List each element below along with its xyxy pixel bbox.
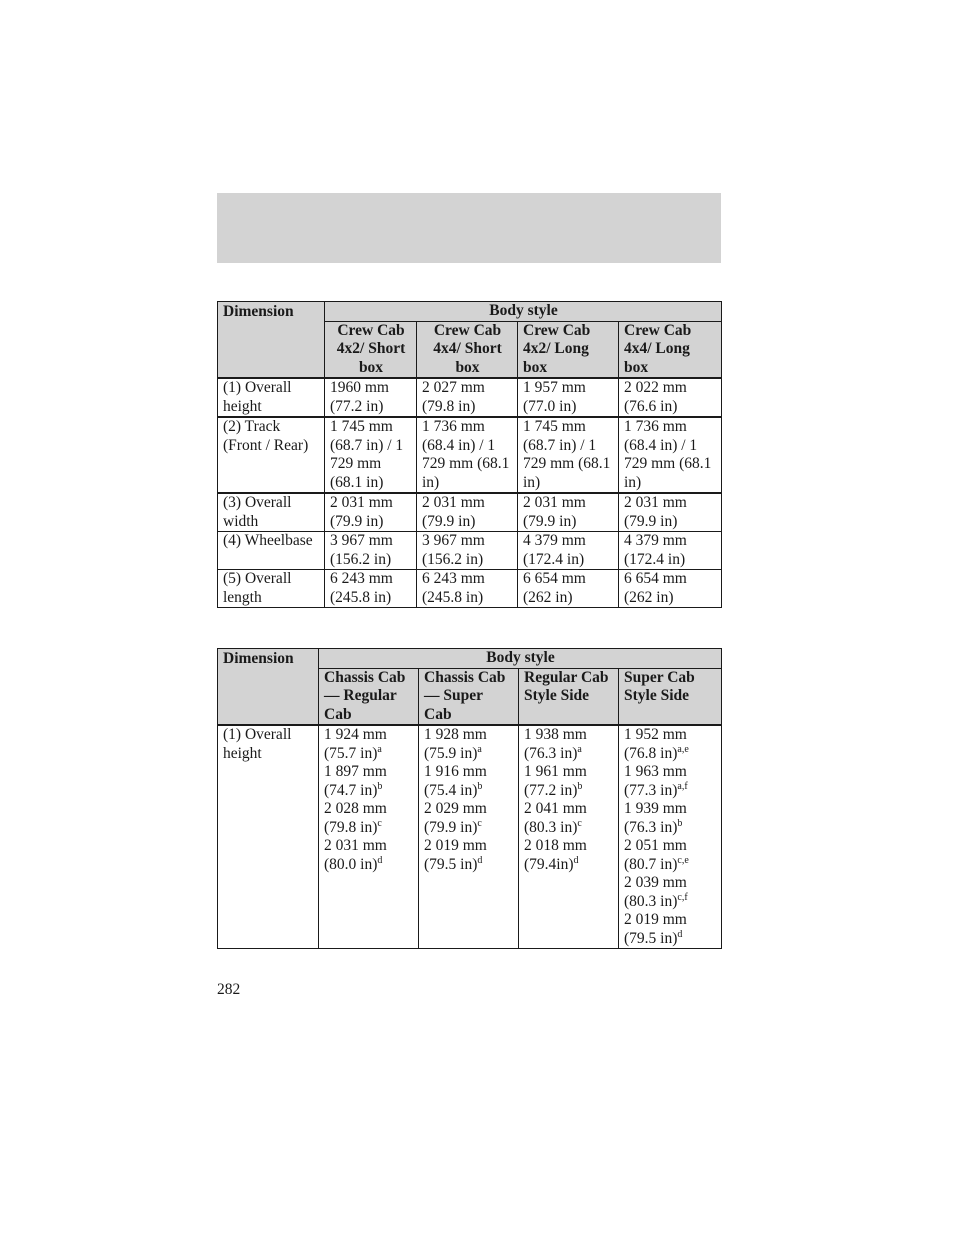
measurement-in: (75.9 in)$^a$ (424, 743, 482, 762)
footnote-marker: d (573, 854, 579, 866)
table-row (218, 493, 722, 532)
row-label: (5) Overall length (218, 570, 325, 608)
measurement-in: $(79.4in)^d$ (524, 854, 579, 873)
footnote-marker: c,f (677, 891, 688, 903)
measurement-in: (76.3 in)$^a$ (524, 743, 582, 762)
measurement-mm: 2 019 mm (624, 911, 687, 928)
table-cell: 1 745 mm (68.7 in) / 1 729 mm (68.1 in) (325, 417, 417, 493)
measurement-mm: 1 952 mm (624, 726, 687, 743)
footnote-marker: c,e (677, 854, 689, 866)
table-cell: 2 031 mm (79.9 in) (518, 493, 619, 532)
footnote-marker: d (477, 854, 483, 866)
measurement-in: (77.3 in)$^{a,f}$ (624, 780, 688, 799)
measurement-mm: 1 939 mm (624, 800, 687, 817)
column-header: Super Cab Style Side (619, 668, 722, 725)
table-cell (619, 725, 722, 949)
measurement-in: (74.7 in)$^b$ (324, 780, 383, 799)
table-cell (519, 725, 619, 949)
measurement-mm: 2 051 mm (624, 837, 687, 854)
column-header: Crew Cab 4x2/ Short box (325, 321, 417, 378)
table-cell: 1 736 mm (68.4 in) / 1 729 mm (68.1 in) (619, 417, 722, 493)
measurement-in: (80.7 in)$^{c,e}$ (624, 854, 689, 873)
table-row (218, 570, 722, 608)
table-cell: 4 379 mm (172.4 in) (619, 532, 722, 570)
section-header-band (217, 193, 721, 263)
crew-cab-dimensions-table (217, 301, 722, 608)
table-cell: 6 243 mm (245.8 in) (325, 570, 417, 608)
column-header: Crew Cab 4x2/ Long box (518, 321, 619, 378)
measurement-in: (79.9 in)$^c$ (424, 817, 482, 836)
footnote-marker: d (677, 928, 683, 940)
measurement-mm: 1 897 mm (324, 763, 387, 780)
measurement-mm: 1 961 mm (524, 763, 587, 780)
measurement-in: (80.3 in)$^{c,f}$ (624, 891, 688, 910)
chassis-cab-dimensions-table (217, 648, 722, 949)
footnote-marker: a,e (677, 743, 689, 755)
body-style-header: Body style (325, 302, 722, 322)
column-header: Chassis Cab — Super Cab (419, 668, 519, 725)
row-label: (2) Track (Front / Rear) (218, 417, 325, 493)
table-cell: 6 243 mm (245.8 in) (417, 570, 518, 608)
column-header: Crew Cab 4x4/ Long box (619, 321, 722, 378)
table-cell: 2 031 mm (79.9 in) (619, 493, 722, 532)
measurement-in: (75.4 in)$^b$ (424, 780, 483, 799)
body-style-header: Body style (319, 649, 722, 669)
measurement-mm: 2 018 mm (524, 837, 587, 854)
column-header: Regular Cab Style Side (519, 668, 619, 725)
measurement-mm: 1 963 mm (624, 763, 687, 780)
table-cell: 4 379 mm (172.4 in) (518, 532, 619, 570)
table-cell: 2 031 mm (79.9 in) (325, 493, 417, 532)
table-cell: 1 745 mm (68.7 in) / 1 729 mm (68.1 in) (518, 417, 619, 493)
dimension-header: Dimension (218, 649, 319, 726)
row-label: (1) Overall height (218, 378, 325, 417)
dimension-header: Dimension (218, 302, 325, 379)
footnote-marker: a (377, 743, 382, 755)
table-row (218, 725, 722, 949)
row-label: (1) Overall height (218, 725, 319, 949)
measurement-mm: 2 029 mm (424, 800, 487, 817)
measurement-in: (80.0 in)$^d$ (324, 854, 383, 873)
measurement-mm: 2 028 mm (324, 800, 387, 817)
measurement-mm: 2 031 mm (324, 837, 387, 854)
measurement-in: (77.2 in)$^b$ (524, 780, 583, 799)
footnote-marker: c (477, 817, 482, 829)
measurement-in: (76.3 in)$^b$ (624, 817, 683, 836)
measurement-in: (80.3 in)$^c$ (524, 817, 582, 836)
footnote-marker: b (677, 817, 683, 829)
measurement-in: (79.8 in)$^c$ (324, 817, 382, 836)
measurement-mm: 2 041 mm (524, 800, 587, 817)
measurement-mm: 1 916 mm (424, 763, 487, 780)
measurement-in: (79.5 in)$^d$ (424, 854, 483, 873)
footnote-marker: b (377, 780, 383, 792)
table-cell: 1 736 mm (68.4 in) / 1 729 mm (68.1 in) (417, 417, 518, 493)
table-cell: 3 967 mm (156.2 in) (325, 532, 417, 570)
footnote-marker: b (577, 780, 583, 792)
table-cell: 2 022 mm (76.6 in) (619, 378, 722, 417)
footnote-marker: a (577, 743, 582, 755)
measurement-mm: 2 039 mm (624, 874, 687, 891)
table-cell: 2 031 mm (79.9 in) (417, 493, 518, 532)
page-number: 282 (217, 981, 241, 998)
table-row (218, 532, 722, 570)
measurement-in: (76.8 in)$^{a,e}$ (624, 743, 689, 762)
table-cell: 2 027 mm (79.8 in) (417, 378, 518, 417)
measurement-mm: 1 924 mm (324, 726, 387, 743)
table-row (218, 378, 722, 417)
table-cell: 3 967 mm (156.2 in) (417, 532, 518, 570)
footnote-marker: c (377, 817, 382, 829)
table-cell: 1960 mm (77.2 in) (325, 378, 417, 417)
footnote-marker: a,f (677, 780, 688, 792)
table-cell (419, 725, 519, 949)
table-cell: 1 957 mm (77.0 in) (518, 378, 619, 417)
footnote-marker: d (377, 854, 383, 866)
footnote-marker: a (477, 743, 482, 755)
table-cell (319, 725, 419, 949)
measurement-in: (75.7 in)$^a$ (324, 743, 382, 762)
table-row (218, 417, 722, 493)
measurement-in: (79.5 in)$^d$ (624, 928, 683, 947)
column-header: Crew Cab 4x4/ Short box (417, 321, 518, 378)
measurement-mm: 1 938 mm (524, 726, 587, 743)
measurement-mm: 1 928 mm (424, 726, 487, 743)
column-header: Chassis Cab — Regular Cab (319, 668, 419, 725)
footnote-marker: b (477, 780, 483, 792)
table-cell: 6 654 mm (262 in) (619, 570, 722, 608)
table-cell: 6 654 mm (262 in) (518, 570, 619, 608)
row-label: (4) Wheelbase (218, 532, 325, 570)
footnote-marker: c (577, 817, 582, 829)
measurement-mm: 2 019 mm (424, 837, 487, 854)
row-label: (3) Overall width (218, 493, 325, 532)
